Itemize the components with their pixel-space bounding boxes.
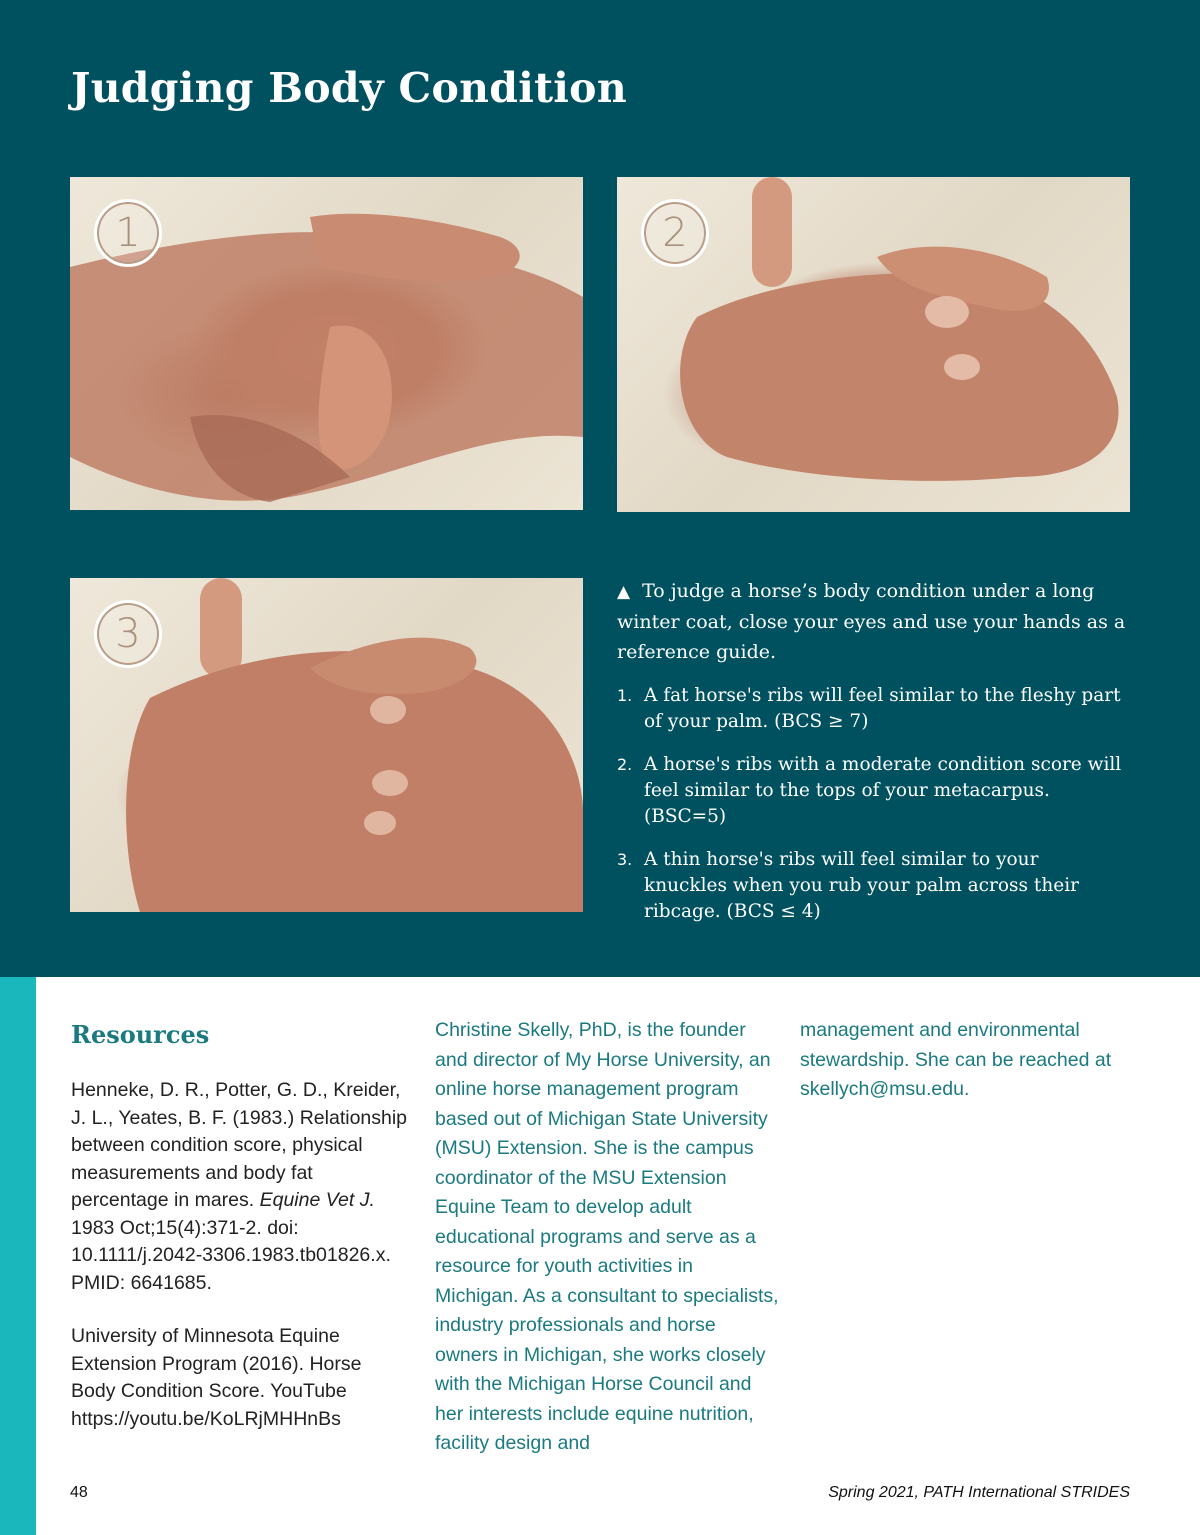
page-number: 48	[70, 1484, 88, 1501]
journal-name: Equine Vet J.	[259, 1189, 375, 1211]
resources-list	[71, 1077, 411, 1459]
list-text: A thin horse's ribs will feel similar to your knuckles when you rub your palm across their ribcage. (BCS ≤ 4)	[644, 849, 1079, 922]
triangle-up-icon: ▲	[617, 582, 631, 602]
accent-side-bar	[0, 977, 36, 1535]
reference-text: 1983 Oct;15(4):371-2. doi: 10.1111/j.2042-3306.1983.tb01826.x. PMID: 6641685.	[71, 1216, 391, 1294]
condition-list	[617, 683, 1127, 925]
step-1-badge: 1	[94, 199, 162, 267]
list-text: A fat horse's ribs will feel similar to the fleshy part of your palm. (BCS ≥ 7)	[644, 685, 1121, 732]
author-bio-column-2: management and environmental stewardship. She can be reached at skellych@msu.edu.	[800, 1019, 1112, 1100]
photo-hand-metacarpus	[617, 177, 1130, 512]
list-item	[617, 752, 1127, 830]
page-title: Judging Body Condition	[71, 64, 627, 112]
photo-hand-palm	[70, 177, 583, 510]
step-3-badge: 3	[94, 600, 162, 668]
reference-minnesota: University of Minnesota Equine Extension Program (2016). Horse Body Condition Score. YouTube https://youtu.be/KoLRjMHHnBs	[71, 1325, 362, 1430]
resources-heading: Resources	[71, 1020, 210, 1049]
photo-caption	[617, 576, 1127, 942]
photo-hand-knuckles	[70, 578, 583, 912]
reference-text: Henneke, D. R., Potter, G. D., Kreider, J. L., Yeates, B. F. (1983.) Relationship between condition score, physical measurements and body fat percentage in mares.	[71, 1079, 408, 1211]
list-text: A horse's ribs with a moderate condition score will feel similar to the tops of your metacarpus. (BSC=5)	[644, 754, 1122, 827]
step-2-badge: 2	[641, 199, 709, 267]
list-number: 1.	[617, 686, 633, 705]
list-number: 2.	[617, 755, 633, 774]
list-item	[617, 847, 1127, 925]
list-number: 3.	[617, 850, 633, 869]
list-item	[617, 683, 1127, 735]
author-bio-column-1: Christine Skelly, PhD, is the founder and director of My Horse University, an online horse management program based out of Michigan State University (MSU) Extension. She is the campus coordinator of the MSU Extension Equine Team to develop adult educational programs and serve as a resource for youth activities in Michigan. As a consultant to specialists, industry professionals and horse owners in Michigan, she works closely with the Michigan Horse Council and her interests include equine nutrition, facility design and	[435, 1019, 779, 1454]
reference-henneke	[71, 1077, 411, 1297]
caption-intro-text: To judge a horse’s body condition under a long winter coat, close your eyes and use your hands as a reference guide.	[617, 580, 1126, 663]
caption-intro	[617, 576, 1127, 667]
publication-footer: Spring 2021, PATH International STRIDES	[828, 1484, 1130, 1501]
